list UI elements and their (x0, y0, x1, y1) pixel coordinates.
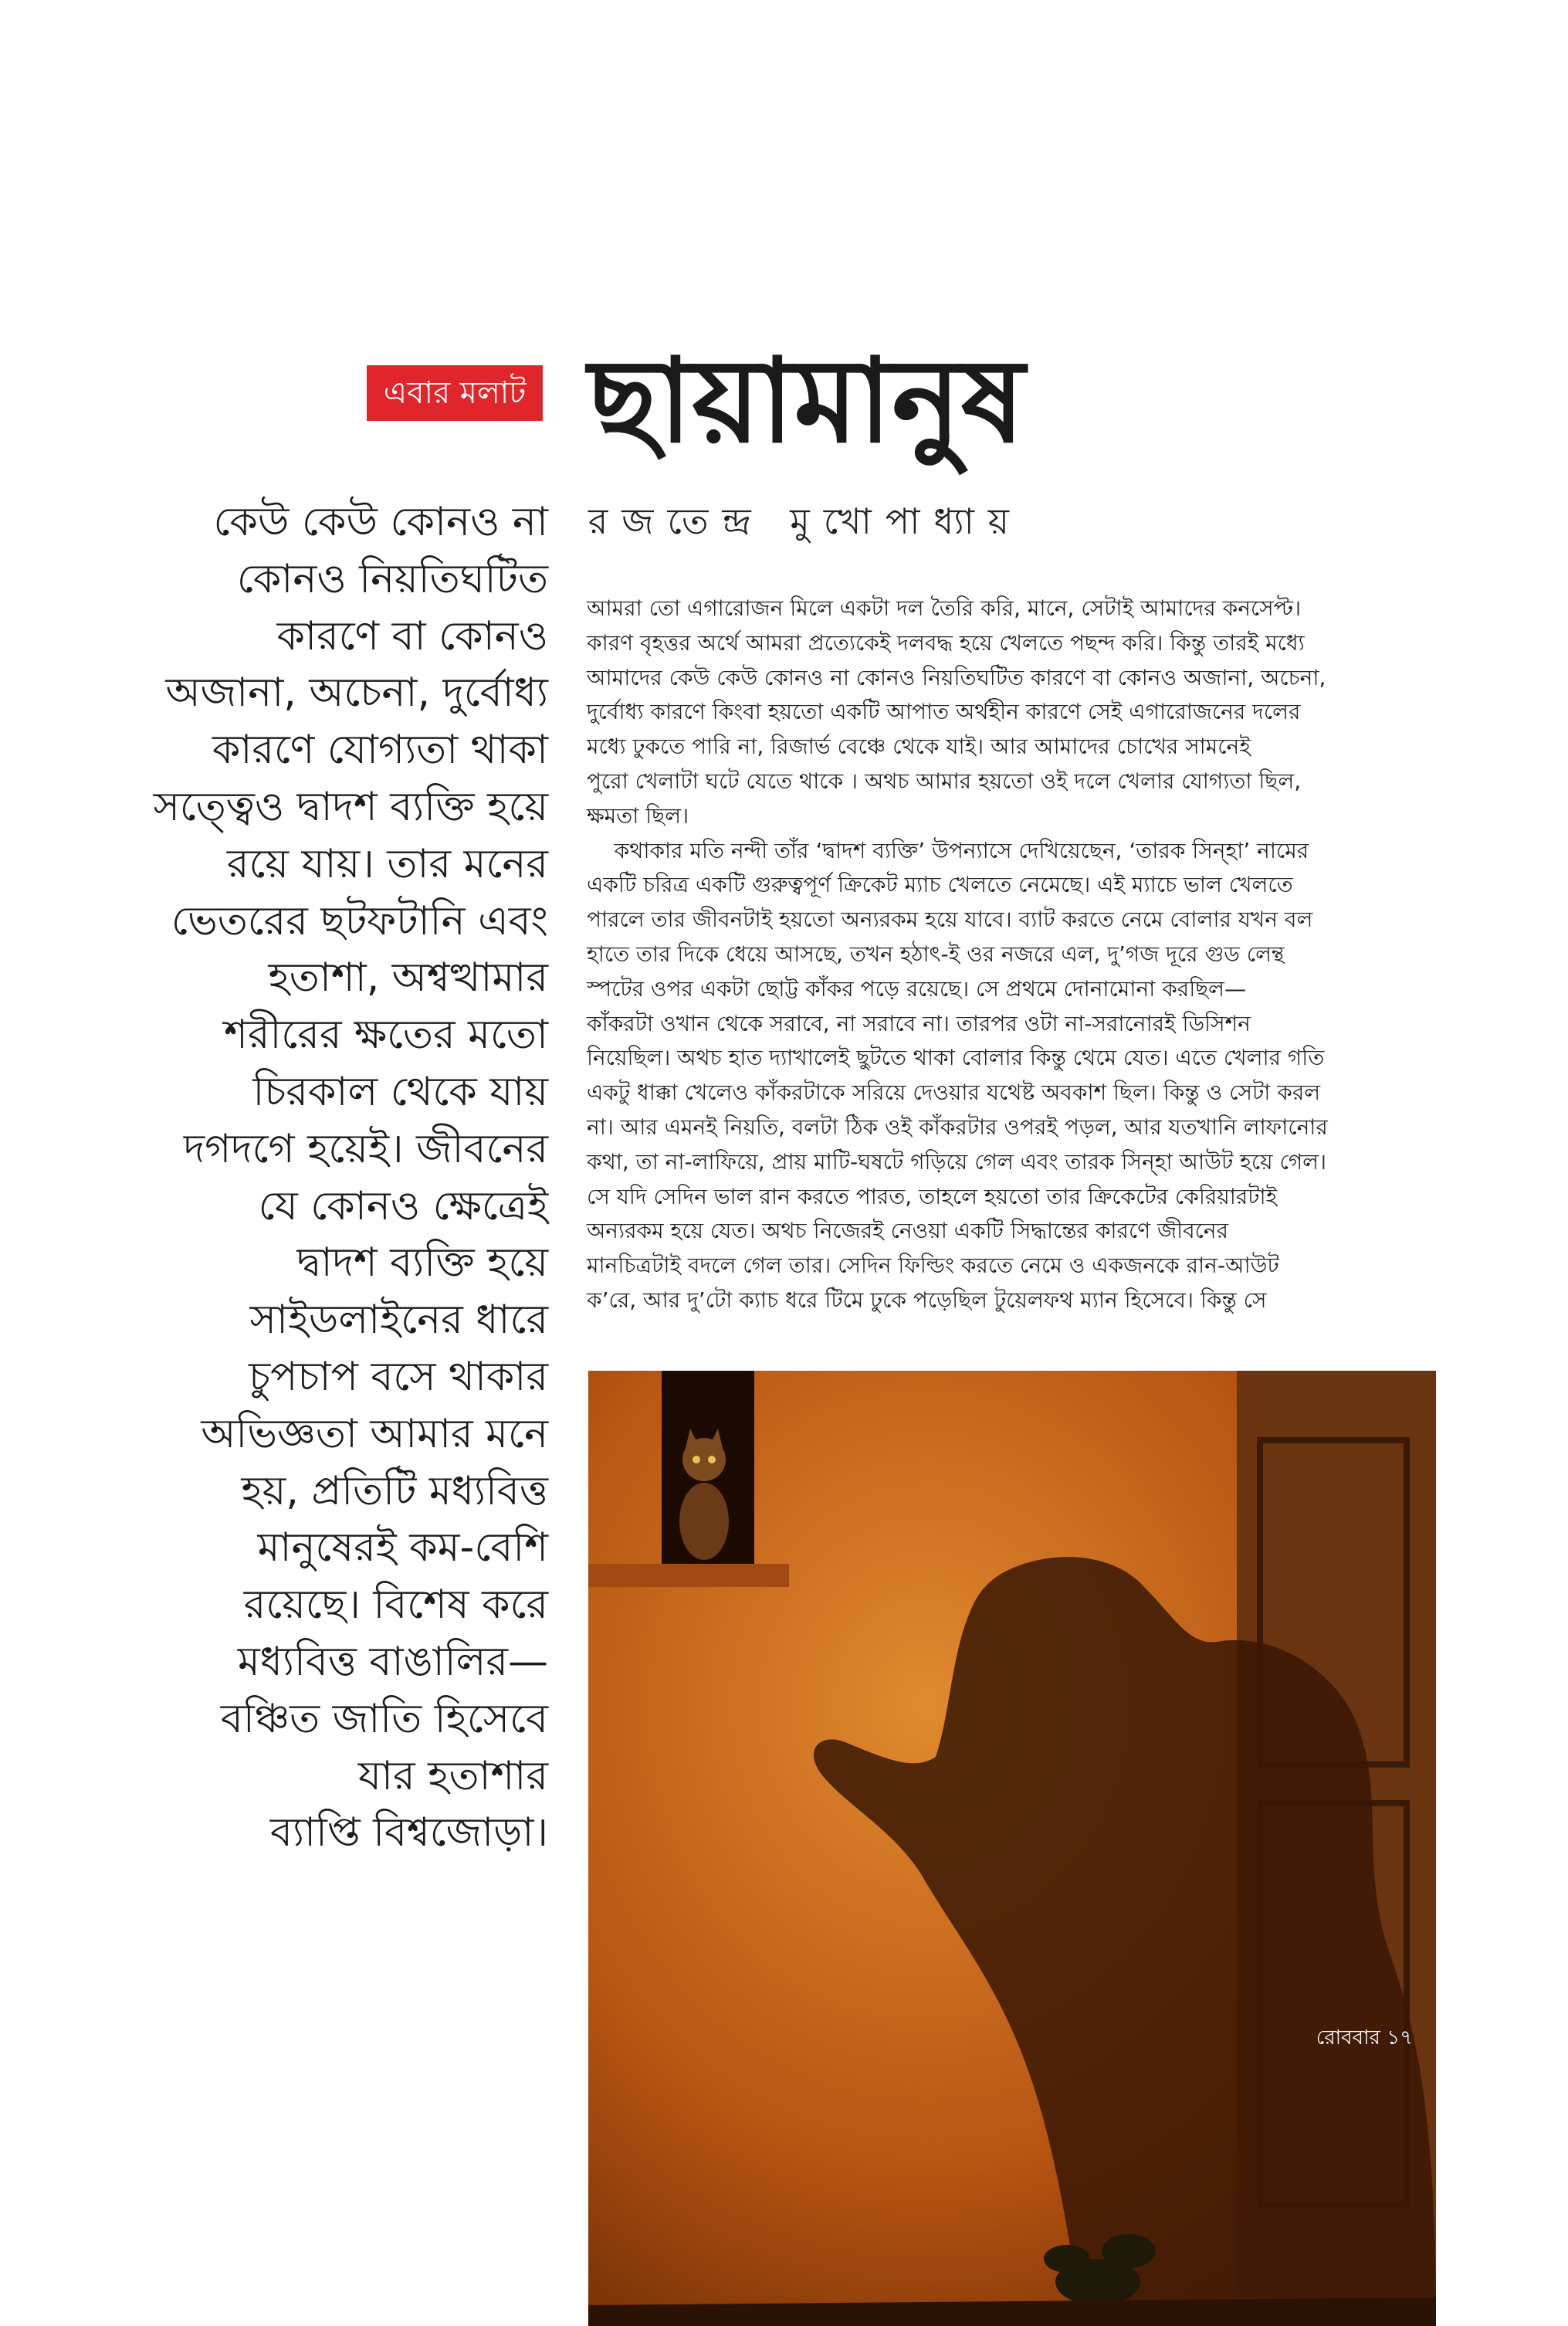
body-line: ক’রে, আর দু’টো ক্যাচ ধরে টিমে ঢুকে পড়েছিল টুয়েলফথ ম্যান হিসেবে। কিন্তু সে (587, 1287, 1267, 1313)
body-line: অন্যরকম হয়ে যেত। অথচ নিজেরই নেওয়া একটি সিদ্ধান্তের কারণে জীবনের (587, 1218, 1229, 1244)
pull-quote-line: দগদগে হয়েই। জীবনের (183, 1125, 548, 1172)
body-line: সে যদি সেদিন ভাল রান করতে পারত, তাহলে হয়তো তার ক্রিকেটের কেরিয়ারটাই (587, 1183, 1278, 1209)
feature-photo (588, 1371, 1436, 2326)
body-line: নিয়েছিল। অথচ হাত দ্যাখালেই ছুটতে থাকা বোলার কিন্তু থেমে যেত। এতে খেলার গতি (587, 1045, 1325, 1071)
body-line: আমরা তো এগারোজন মিলে একটা দল তৈরি করি, মানে, সেটাই আমাদের কনসেপ্ট। (587, 595, 1302, 621)
body-line: পারলে তার জীবনটাই হয়তো অন্যরকম হয়ে যাবে। ব্যাট করতে নেমে বোলার যখন বল (587, 907, 1313, 933)
pull-quote-line: হতাশা, অশ্বত্থামার (268, 954, 548, 1002)
body-line: স্পটের ওপর একটা ছোট্ট কাঁকর পড়ে রয়েছে। সে প্রথমে দোনামোনা করছিল— (587, 975, 1247, 1002)
pull-quote-line: কেউ কেউ কোনও না (213, 499, 548, 545)
body-line: হাতে তার দিকে ধেয়ে আসছে, তখন হঠাৎ-ই ওর নজরে এল, দু’গজ দূরে গুড লেন্থ (587, 941, 1285, 967)
body-line: কাঁকরটা ওখান থেকে সরাবে, না সরাবে না। তারপর ওটা না-সরানোরই ডিসিশন (587, 1010, 1251, 1036)
pull-quote-line: ব্যাপ্তি বিশ্বজোড়া। (269, 1809, 548, 1856)
body-line: আমাদের কেউ কেউ কোনও না কোনও নিয়তিঘটিত কারণে বা কোনও অজানা, অচেনা, (587, 664, 1326, 690)
pull-quote-line: কারণে বা কোনও (276, 612, 548, 659)
author-byline: রজতেন্দ্র মুখোপাধ্যায় (588, 500, 1023, 542)
pull-quote-line: যে কোনও ক্ষেত্রেই (258, 1182, 548, 1229)
pull-quote-line: কারণে যোগ্যতা থাকা (212, 727, 548, 774)
cat-icon (679, 1429, 729, 1560)
body-line: মধ্যে ঢুকতে পারি না, রিজার্ভ বেঞ্চে থেকে যাই। আর আমাদের চোখের সামনেই (587, 734, 1251, 760)
pull-quote-line: যার হতাশার (357, 1752, 548, 1799)
pull-quote-line: চুপচাপ বসে থাকার (249, 1353, 548, 1400)
pull-quote-line: সত্ত্বেও দ্বাদশ ব্যক্তি হয়ে (153, 783, 548, 830)
pull-quote-line: হয়, প্রতিটি মধ্যবিত্ত (241, 1467, 548, 1514)
body-line: কথা, তা না-লাফিয়ে, প্রায় মাটি-ঘষটে গড়িয়ে গেল এবং তারক সিন্‌হা আউট হয়ে গেল। (587, 1148, 1327, 1175)
body-line: দুর্বোধ্য কারণে কিংবা হয়তো একটি আপাত অর্থহীন কারণে সেই এগারোজনের দলের (587, 699, 1301, 725)
body-line: একটি চরিত্র একটি গুরুত্বপূর্ণ ক্রিকেট ম্যাচ খেলতে নেমেছে। এই ম্যাচে ভাল খেলতে (587, 872, 1293, 898)
body-line: ক্ষমতা ছিল। (587, 802, 689, 829)
article-title: ছায়ামানুষ (588, 334, 1025, 469)
photo-illustration (588, 1371, 1436, 2326)
article-body (587, 592, 1436, 1341)
pull-quote-line: মানুষেরই কম-বেশি (257, 1524, 548, 1572)
pull-quote-line: ভেতরের ছটফটানি এবং (171, 897, 548, 944)
body-line: কথাকার মতি নন্দী তাঁর ‘দ্বাদশ ব্যক্তি’ উপন্যাসে দেখিয়েছেন, ‘তারক সিন্‌হা’ নামের (587, 837, 1309, 863)
pull-quote-line: অভিজ্ঞতা আমার মনে (201, 1410, 548, 1457)
page-number: রোববার ১৭ (1316, 2026, 1413, 2050)
pull-quote-line: অজানা, অচেনা, দুর্বোধ্য (165, 670, 548, 717)
pull-quote-line: চিরকাল থেকে যায় (252, 1068, 548, 1115)
pull-quote-line: কোনও নিয়তিঘটিত (236, 555, 548, 602)
body-line: কারণ বৃহত্তর অর্থে আমরা প্রত্যেকেই দলবদ্ধ হয়ে খেলতে পছন্দ করি। কিন্তু তারই মধ্যে (587, 629, 1305, 656)
pull-quote-line: রয়েছে। বিশেষ করে (243, 1582, 548, 1629)
body-line: মানচিত্রটাই বদলে গেল তার। সেদিন ফিল্ডিং করতে নেমে ও একজনকে রান-আউট (587, 1253, 1279, 1279)
pull-quote-line: বঞ্চিত জাতি হিসেবে (220, 1695, 548, 1742)
pull-quote-line: রয়ে যায়। তার মনের (226, 840, 548, 887)
pull-quote-line: শরীরের ক্ষতের মতো (224, 1012, 548, 1059)
body-line: না। আর এমনই নিয়তি, বলটা ঠিক ওই কাঁকরটার ওপরই পড়ল, আর যতখানি লাফানোর (587, 1114, 1328, 1140)
body-line: একটু ধাক্কা খেলেও কাঁকরটাকে সরিয়ে দেওয়ার যথেষ্ট অবকাশ ছিল। কিন্তু ও সেটা করল (587, 1080, 1321, 1106)
pull-quote-line: দ্বাদশ ব্যক্তি হয়ে (296, 1239, 548, 1287)
pull-quote (147, 494, 548, 1900)
pull-quote-line: মধ্যবিত্ত বাঙালির— (237, 1638, 548, 1685)
section-tag: এবার মলাট (367, 365, 543, 421)
pull-quote-line: সাইডলাইনের ধারে (249, 1297, 548, 1344)
ledge (588, 1564, 789, 1587)
body-line: পুরো খেলাটা ঘটে যেতে থাকে । অথচ আমার হয়তো ওই দলে খেলার যোগ্যতা ছিল, (587, 768, 1302, 794)
